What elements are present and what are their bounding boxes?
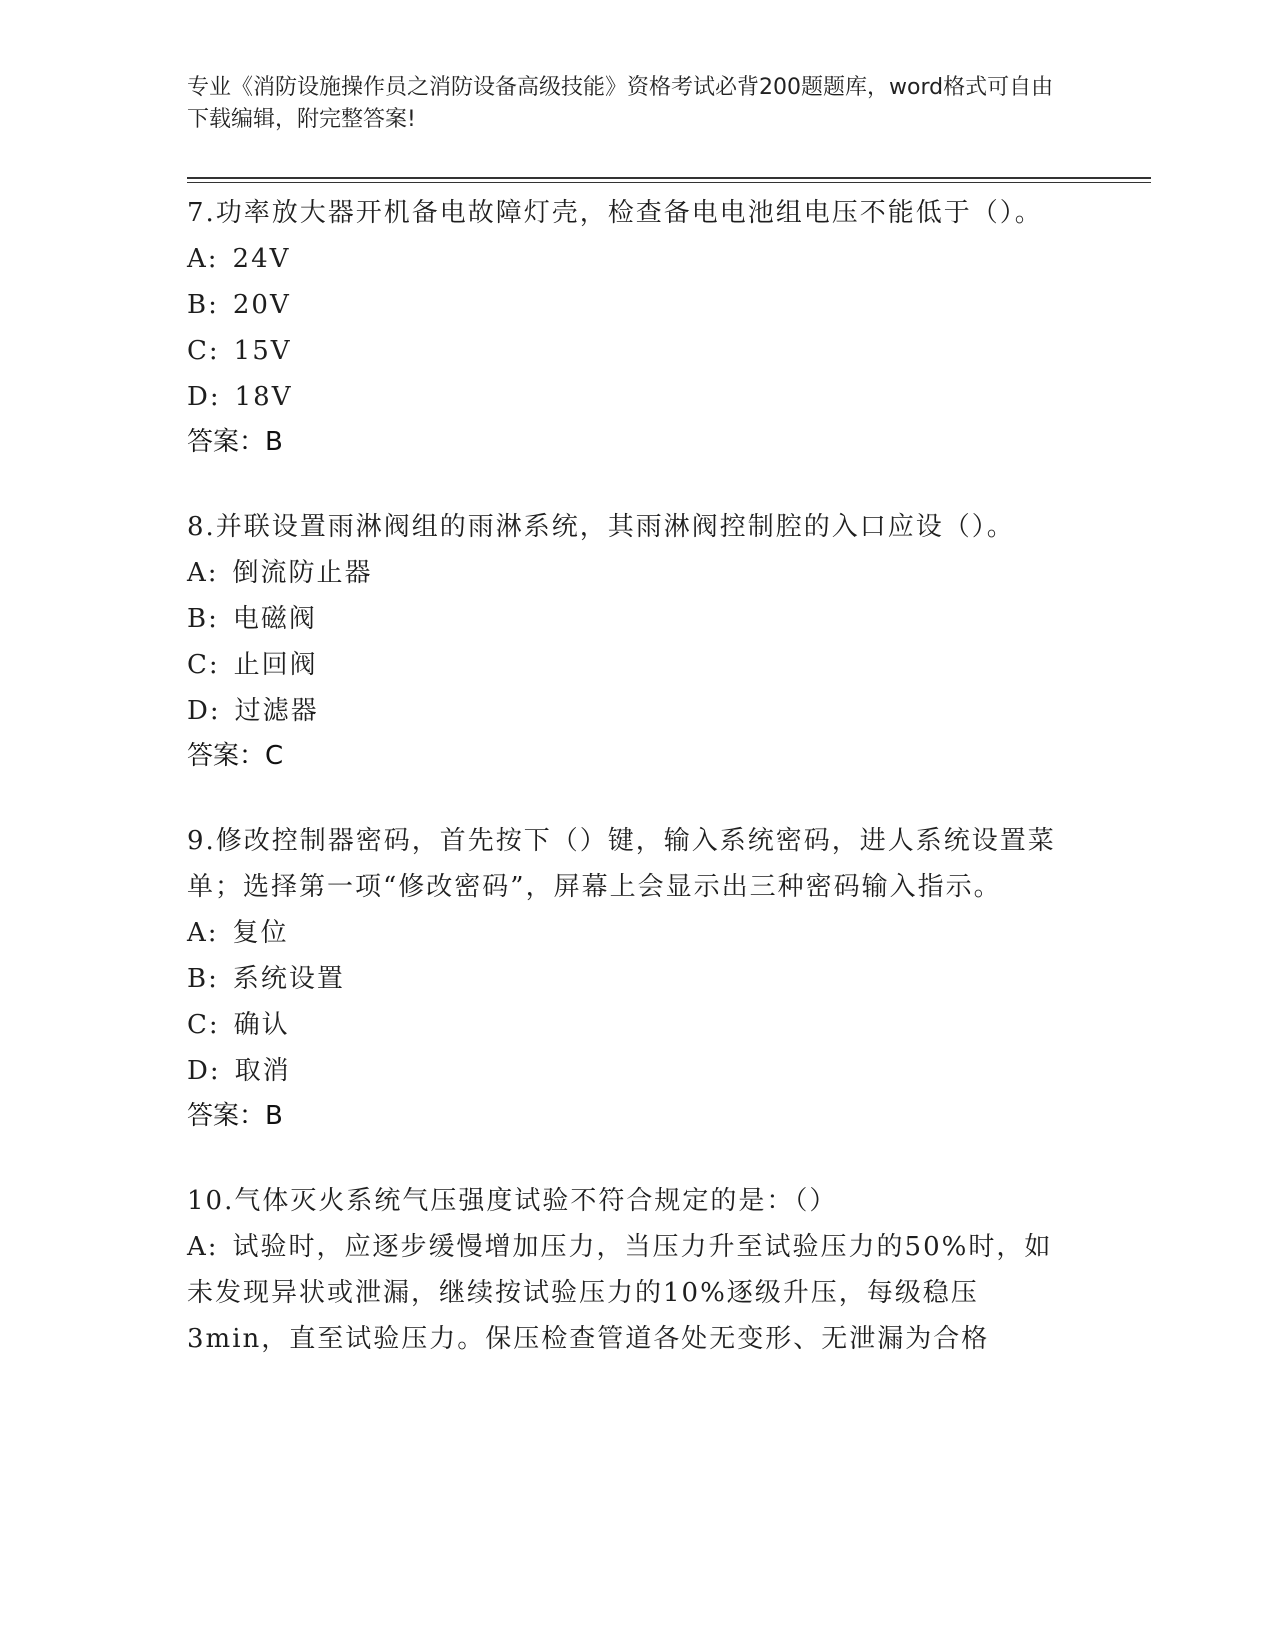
question-stem: 10.气体灭火系统气压强度试验不符合规定的是：（） — [187, 1186, 838, 1216]
option-c — [187, 642, 1077, 688]
document-header: 专业《消防设施操作员之消防设备高级技能》资格考试必背200题题库，word格式可自由下载编辑，附完整答案! — [187, 75, 1054, 132]
question-stem: 7.功率放大器开机备电故障灯壳，检查备电电池组电压不能低于（）。 — [187, 198, 1043, 228]
question-9 — [187, 818, 1077, 1138]
question-7 — [187, 190, 1077, 464]
option-d — [187, 1048, 1077, 1094]
option-text: 24V — [232, 244, 291, 274]
option-text: 止回阀 — [233, 650, 318, 680]
option-text: 确认 — [233, 1010, 290, 1040]
option-d — [187, 688, 1077, 734]
option-c — [187, 1002, 1077, 1048]
option-a — [187, 1224, 1077, 1362]
option-label: C: — [187, 336, 220, 366]
option-label: C: — [187, 1010, 220, 1040]
option-text: 15V — [233, 336, 292, 366]
question-stem: 9.修改控制器密码，首先按下（）键，输入系统密码，进人系统设置菜单；选择第一项“修改密码”，屏幕上会显示出三种密码输入指示。 — [187, 826, 1056, 902]
option-text: 20V — [232, 290, 291, 320]
option-label: B: — [187, 290, 219, 320]
option-c — [187, 328, 1077, 374]
option-text: 复位 — [232, 918, 289, 948]
answer: 答案：B — [187, 427, 283, 457]
option-text: 试验时，应逐步缓慢增加压力，当压力升至试验压力的50%时，如未发现异状或泄漏，继续按试验压力的10%逐级升压，每级稳压3min，直至试验压力。保压检查管道各处无变形、无泄漏为合格 — [187, 1232, 1053, 1354]
option-text: 电磁阀 — [232, 604, 317, 634]
question-stem: 8.并联设置雨淋阀组的雨淋系统，其雨淋阀控制腔的入口应设（）。 — [187, 512, 1015, 542]
option-b — [187, 956, 1077, 1002]
option-b — [187, 282, 1077, 328]
option-text: 18V — [234, 382, 293, 412]
option-label: D: — [187, 382, 221, 412]
option-a — [187, 236, 1077, 282]
option-text: 过滤器 — [234, 696, 319, 726]
header-rule-thin — [187, 182, 1151, 183]
option-b — [187, 596, 1077, 642]
option-label: D: — [187, 696, 221, 726]
option-text: 取消 — [234, 1056, 291, 1086]
question-10 — [187, 1178, 1077, 1362]
question-list — [187, 190, 1077, 1402]
answer: 答案：C — [187, 741, 284, 771]
option-label: C: — [187, 650, 220, 680]
option-label: A: — [187, 918, 219, 948]
header-rule-thick — [187, 177, 1151, 179]
option-text: 倒流防止器 — [232, 558, 373, 588]
option-a — [187, 550, 1077, 596]
option-label: A: — [187, 558, 219, 588]
option-d — [187, 374, 1077, 420]
option-label: D: — [187, 1056, 221, 1086]
option-label: A: — [187, 244, 219, 274]
option-text: 系统设置 — [232, 964, 345, 994]
option-label: B: — [187, 604, 219, 634]
answer: 答案：B — [187, 1101, 283, 1131]
option-label: A: — [187, 1232, 219, 1262]
option-a — [187, 910, 1077, 956]
option-label: B: — [187, 964, 219, 994]
question-8 — [187, 504, 1077, 778]
